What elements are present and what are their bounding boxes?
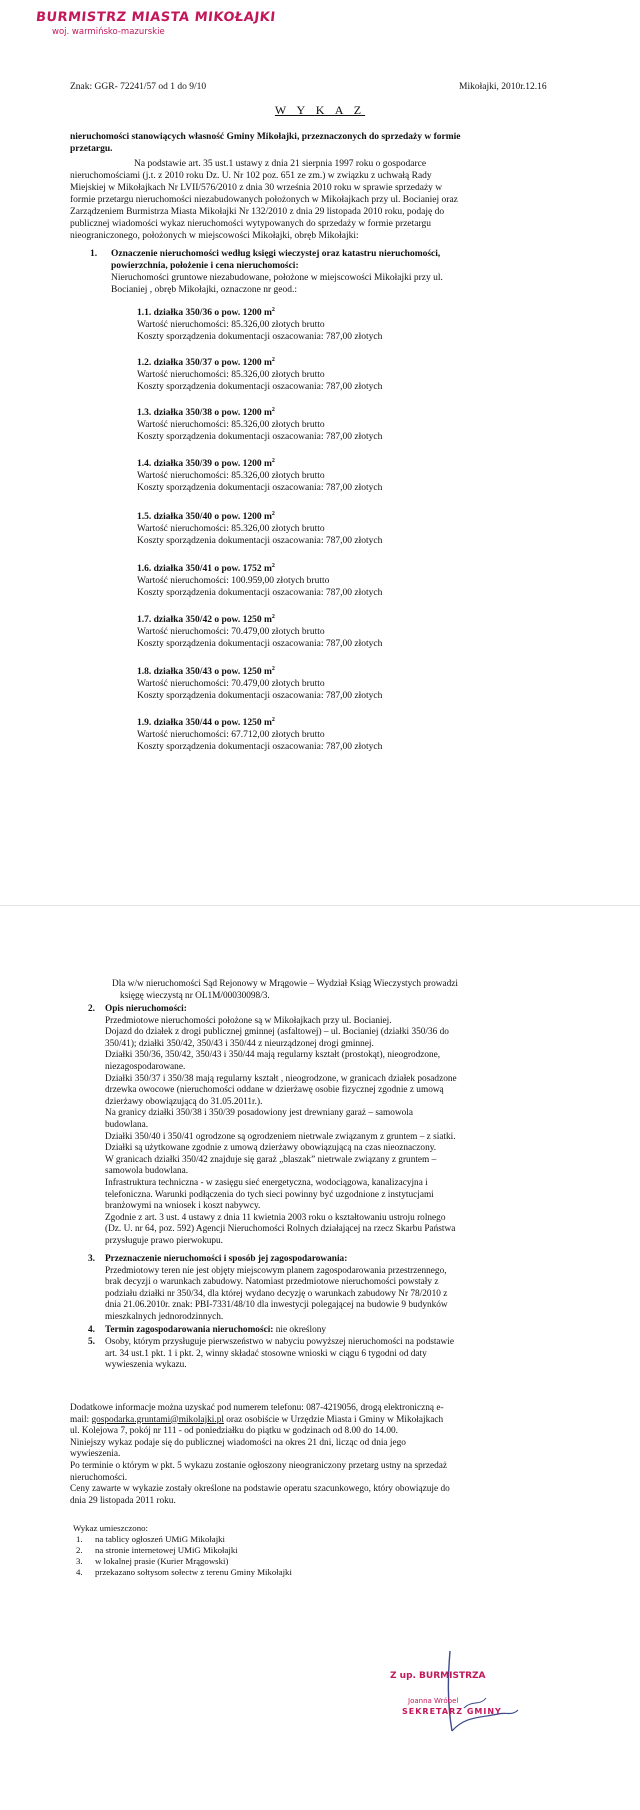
section-2-number: 2. [88, 1004, 95, 1014]
section-2-line: drzewka owocowe (nieruchomości oddane w dzierżawę osobie fizycznej zgodnie z umową [105, 1085, 444, 1096]
plot-cost: Koszty sporządzenia dokumentacji oszacowania: 787,00 złotych [137, 382, 383, 393]
header-stamp-line1: BURMISTRZ MIASTA MIKOŁAJKI [35, 10, 277, 25]
plot-item-8 [137, 663, 382, 702]
header-stamp-line2: woj. warmińsko-mazurskie [52, 27, 165, 37]
info-line: nieruchomości. [70, 1472, 128, 1483]
subtitle-line-2: przetargu. [70, 144, 113, 154]
plot-heading: 1.2. działka 350/37 o pow. 1200 $m^2$ [137, 357, 275, 369]
plot-value: Wartość nieruchomości: 70.479,00 złotych brutto [137, 627, 325, 638]
plot-value: Wartość nieruchomości: 85.326,00 złotych brutto [137, 320, 325, 331]
info-line: Po terminie o którym w pkt. 5 wykazu zostanie ogłoszony nieograniczony przetarg ustny na sprzedaż [70, 1460, 448, 1471]
section-3-number: 3. [88, 1254, 95, 1264]
plot-cost: Koszty sporządzenia dokumentacji oszacowania: 787,00 złotych [137, 483, 383, 494]
intro-paragraph [70, 158, 570, 242]
subtitle-line-1: nieruchomości stanowiących własność Gminy Mikołajki, przeznaczonych do sprzedaży w formie [70, 132, 461, 142]
plot-item-6 [137, 560, 382, 599]
header-stamp [36, 10, 276, 37]
info-line: wywieszenia. [70, 1449, 121, 1460]
plot-heading: 1.5. działka 350/40 o pow. 1200 $m^2$ [137, 511, 275, 523]
land-register-line: księgę wieczystą nr OL1M/00030098/3. [120, 990, 270, 1001]
section-3-line: mieszkalnych jednorodzinnych. [105, 1311, 224, 1322]
section-2-line: Zgodnie z art. 3 ust. 4 ustawy z dnia 11 kwietnia 2003 roku o kształtowaniu ustroju rolnego [105, 1212, 446, 1223]
plot-item-4 [137, 455, 382, 494]
section-5 [88, 1337, 572, 1372]
info-line: Ceny zawarte w wykazie zostały określone na podstawie operatu szacunkowego, który obowiązuje do [70, 1484, 450, 1495]
plot-item-3 [137, 404, 382, 443]
posted-item: 3. w lokalnej prasie (Kurier Mrągowski) [76, 1556, 229, 1566]
info-line: Dodatkowe informacje można uzyskać pod numerem telefonu: 087-4219056, drogą elektroniczną e- [70, 1403, 444, 1413]
intro-line: nieruchomościami (j.t. z 2010 roku Dz. U. Nr 102 poz. 651 ze zm.) w związku z uchwałą Rady [70, 171, 432, 181]
plot-heading: 1.9. działka 350/44 o pow. 1250 $m^2$ [137, 717, 275, 729]
plot-value: Wartość nieruchomości: 100.959,00 złotych brutto [137, 576, 330, 587]
reference-sign: Znak: GGR- 72241/57 od 1 do 9/10 [70, 82, 207, 92]
info-line: Niniejszy wykaz podaje się do publicznej wiadomości na okres 21 dni, licząc od dnia jego [70, 1437, 406, 1448]
intro-line: nieograniczonego, położonych w miejscowości Mikołajki, obręb Mikołajki: [70, 231, 359, 241]
section-2-title: Opis nieruchomości: [105, 1004, 187, 1014]
section-1-number: 1. [90, 249, 98, 259]
section-3-line: Przedmiotowy teren nie jest objęty miejscowym planem zagospodarowania przestrzennego, [105, 1265, 447, 1276]
section-5-line: Osoby, którym przysługuje pierwszeństwo w nabyciu powyższej nieruchomości na podstawie [105, 1337, 454, 1347]
section-1 [90, 248, 570, 296]
posted-item: 1. na tablicy ogłoszeń UMiG Mikołajki [76, 1534, 225, 1544]
intro-line: publicznej wiadomości wykaz nieruchomości wytypowanych do sprzedaży w formie przetargu [70, 219, 431, 229]
section-3 [88, 1254, 572, 1324]
section-4-title: Termin zagospodarowania nieruchomości: [105, 1325, 274, 1335]
info-line-email: mail: gospodarka.gruntami@mikolajki.pl oraz osobiście w Urzędzie Miasta i Gminy w Mikołajkach [70, 1414, 444, 1425]
section-2-line: branżowymi na wniosek i koszt nabywcy. [105, 1201, 261, 1212]
section-5-line: art. 34 ust.1 pkt. 1 i pkt. 2, winny składać stosowne wnioski w ciągu 6 tygodni od daty [105, 1348, 427, 1359]
intro-line: formie przetargu nieruchomości niezabudowanych położonych w Mikołajkach przy ul. Bocianiej oraz [70, 195, 458, 205]
plot-value: Wartość nieruchomości: 67.712,00 złotych brutto [137, 730, 325, 741]
plot-item-1 [137, 304, 382, 343]
section-3-line: dnia 21.06.2010r. znak: PBI-7331/48/10 dla inwestycji polegającej na budowie 9 budynków [105, 1300, 448, 1311]
document-title: W Y K A Z [274, 103, 366, 117]
plot-cost: Koszty sporządzenia dokumentacji oszacowania: 787,00 złotych [137, 639, 383, 650]
land-register-line: Dla w/w nieruchomości Sąd Rejonowy w Mrągowie – Wydział Ksiąg Wieczystych prowadzi [112, 979, 458, 989]
additional-info [70, 1403, 575, 1507]
posted-item: 4. przekazano sołtysom sołectw z terenu Gminy Mikołajki [76, 1567, 292, 1577]
section-4-number: 4. [88, 1325, 95, 1335]
posted-list [73, 1523, 373, 1578]
section-4 [88, 1325, 572, 1337]
plot-cost: Koszty sporządzenia dokumentacji oszacowania: 787,00 złotych [137, 588, 383, 599]
section-2-line: 350/41); działki 350/42, 350/43 i 350/44 z nieurządzonej drogi gminnej. [105, 1038, 374, 1049]
signature-stamp-line1: Z up. BURMISTRZA [390, 1671, 486, 1681]
intro-line: Na podstawie art. 35 ust.1 ustawy z dnia 21 sierpnia 1997 roku o gospodarce [134, 159, 427, 169]
section-2-line: Przedmiotowe nieruchomości położone są w Mikołajkach przy ul. Bocianiej. [105, 1015, 392, 1026]
section-2-line: dzierżawy obowiązującą do 31.05.2011r.). [105, 1096, 263, 1107]
email-link[interactable]: gospodarka.gruntami@mikolajki.pl [91, 1414, 224, 1425]
plot-heading: 1.8. działka 350/43 o pow. 1250 $m^2$ [137, 666, 275, 678]
intro-line: Zarządzeniem Burmistrza Miasta Mikołajki Nr 132/2010 z dnia 29 listopada 2010 roku, podaję do [70, 207, 445, 217]
intro-line: Miejskiej w Mikołajkach Nr LVII/576/2010 z dnia 30 września 2010 roku w sprawie sprzedaży w [70, 183, 443, 193]
plot-heading: 1.1. działka 350/36 o pow. 1200 $m^2$ [137, 307, 275, 319]
plot-value: Wartość nieruchomości: 85.326,00 złotych brutto [137, 370, 325, 381]
plot-value: Wartość nieruchomości: 85.326,00 złotych brutto [137, 420, 325, 431]
plot-value: Wartość nieruchomości: 70.479,00 złotych brutto [137, 679, 325, 690]
plot-cost: Koszty sporządzenia dokumentacji oszacowania: 787,00 złotych [137, 691, 383, 702]
section-2-line: samowola budowlana. [105, 1166, 189, 1177]
plot-cost: Koszty sporządzenia dokumentacji oszacowania: 787,00 złotych [137, 432, 383, 443]
section-2-line: Infrastruktura techniczna - w zasięgu sieć energetyczna, wodociągowa, kanalizacyjna i [105, 1177, 428, 1188]
section-1-text-line: Bocianiej , obręb Mikołajki, oznaczone nr geod.: [111, 285, 297, 295]
section-2-line: (Dz. U. nr 64, poz. 592) Agencji Nieruchomości Rolnych działającej na rzecz Skarbu Państwa [105, 1224, 456, 1235]
section-2-line: Dojazd do działek z drogi publicznej gminnej (asfaltowej) – ul. Bocianiej (działki 350/36 do [105, 1027, 449, 1038]
section-5-number: 5. [88, 1337, 95, 1347]
plot-heading: 1.3. działka 350/38 o pow. 1200 $m^2$ [137, 407, 275, 419]
plot-heading: 1.6. działka 350/41 o pow. 1752 $m^2$ [137, 563, 275, 575]
plot-item-7 [137, 611, 382, 650]
section-2 [88, 1004, 572, 1247]
signature-stamp [390, 1661, 540, 1731]
plot-heading: 1.7. działka 350/42 o pow. 1250 $m^2$ [137, 614, 275, 626]
section-3-line: brak decyzji o warunkach zabudowy. Natomiast przedmiotowe nieruchomości powstały z [105, 1277, 439, 1288]
section-3-line: podziału działki nr 350/34, dla której wydano decyzję o warunkach zabudowy Nr 78/2010 z [105, 1288, 448, 1299]
section-4-value: nie określony [273, 1325, 327, 1335]
plot-cost: Koszty sporządzenia dokumentacji oszacowania: 787,00 złotych [137, 742, 383, 753]
section-3-title: Przeznaczenie nieruchomości i sposób jej zagospodarowania: [105, 1254, 348, 1264]
section-2-line: przysługuje prawo pierwokupu. [105, 1235, 223, 1246]
section-2-line: telefoniczna. Warunki podłączenia do tych sieci powinny być uzgodnione z instytucjami [105, 1189, 434, 1200]
document-page-2 [0, 905, 640, 1810]
section-2-line: niezagospodarowane. [105, 1061, 186, 1072]
section-2-line: Działki 350/36, 350/42, 350/43 i 350/44 mają regularny kształt (prostokąt), nieogrodzone, [105, 1050, 441, 1061]
section-2-line: W granicach działki 350/42 znajduje się garaż „blaszak” nietrwale związany z gruntem – [105, 1154, 437, 1165]
section-5-line: wywieszenia wykazu. [105, 1360, 187, 1371]
posted-item: 2. na stronie internetowej UMiG Mikołajki [76, 1545, 238, 1555]
plot-cost: Koszty sporządzenia dokumentacji oszacowania: 787,00 złotych [137, 332, 383, 343]
section-2-line: budowlana. [105, 1119, 149, 1130]
signature-stamp-name: Joanna Wróbel [408, 1697, 459, 1705]
info-line: dnia 29 listopada 2011 roku. [70, 1495, 176, 1506]
plot-item-9 [137, 714, 382, 753]
section-2-line: Na granicy działki 350/38 i 350/39 posadowiony jest drewniany garaż – samowola [105, 1108, 414, 1119]
section-2-line: Działki są użytkowane zgodnie z umową dzierżawy obowiązującą na czas nieoznaczony. [105, 1143, 437, 1154]
plot-cost: Koszty sporządzenia dokumentacji oszacowania: 787,00 złotych [137, 536, 383, 547]
plot-value: Wartość nieruchomości: 85.326,00 złotych brutto [137, 524, 325, 535]
plot-item-2 [137, 354, 382, 393]
section-1-title-line-1: Oznaczenie nieruchomości według księgi wieczystej oraz katastru nieruchomości, [111, 249, 441, 259]
place-date: Mikołajki, 2010r.12.16 [459, 82, 547, 92]
section-2-line: Działki 350/40 i 350/41 ogrodzone są ogrodzeniem nietrwale związanym z gruntem – z siatki. [105, 1131, 456, 1142]
info-line: ul. Kolejowa 7, pokój nr 111 - od poniedziałku do piątku w godzinach od 8.00 do 14.00. [70, 1426, 399, 1437]
signature-stamp-role: SEKRETARZ GMINY [402, 1707, 502, 1716]
section-2-line: Działki 350/37 i 350/38 mają regularny kształt , nieogrodzone, w granicach działek posadzone [105, 1073, 457, 1084]
land-register-note [112, 979, 572, 1002]
section-1-title-line-2: powierzchnia, położenie i cena nieruchomości: [111, 261, 299, 271]
posted-title: Wykaz umieszczono: [73, 1523, 148, 1533]
section-1-text-line: Nieruchomości gruntowe niezabudowane, położone w miejscowości Mikołajki przy ul. [111, 273, 443, 283]
plot-value: Wartość nieruchomości: 85.326,00 złotych brutto [137, 471, 325, 482]
plot-heading: 1.4. działka 350/39 o pow. 1200 $m^2$ [137, 458, 275, 470]
plot-item-5 [137, 508, 382, 547]
